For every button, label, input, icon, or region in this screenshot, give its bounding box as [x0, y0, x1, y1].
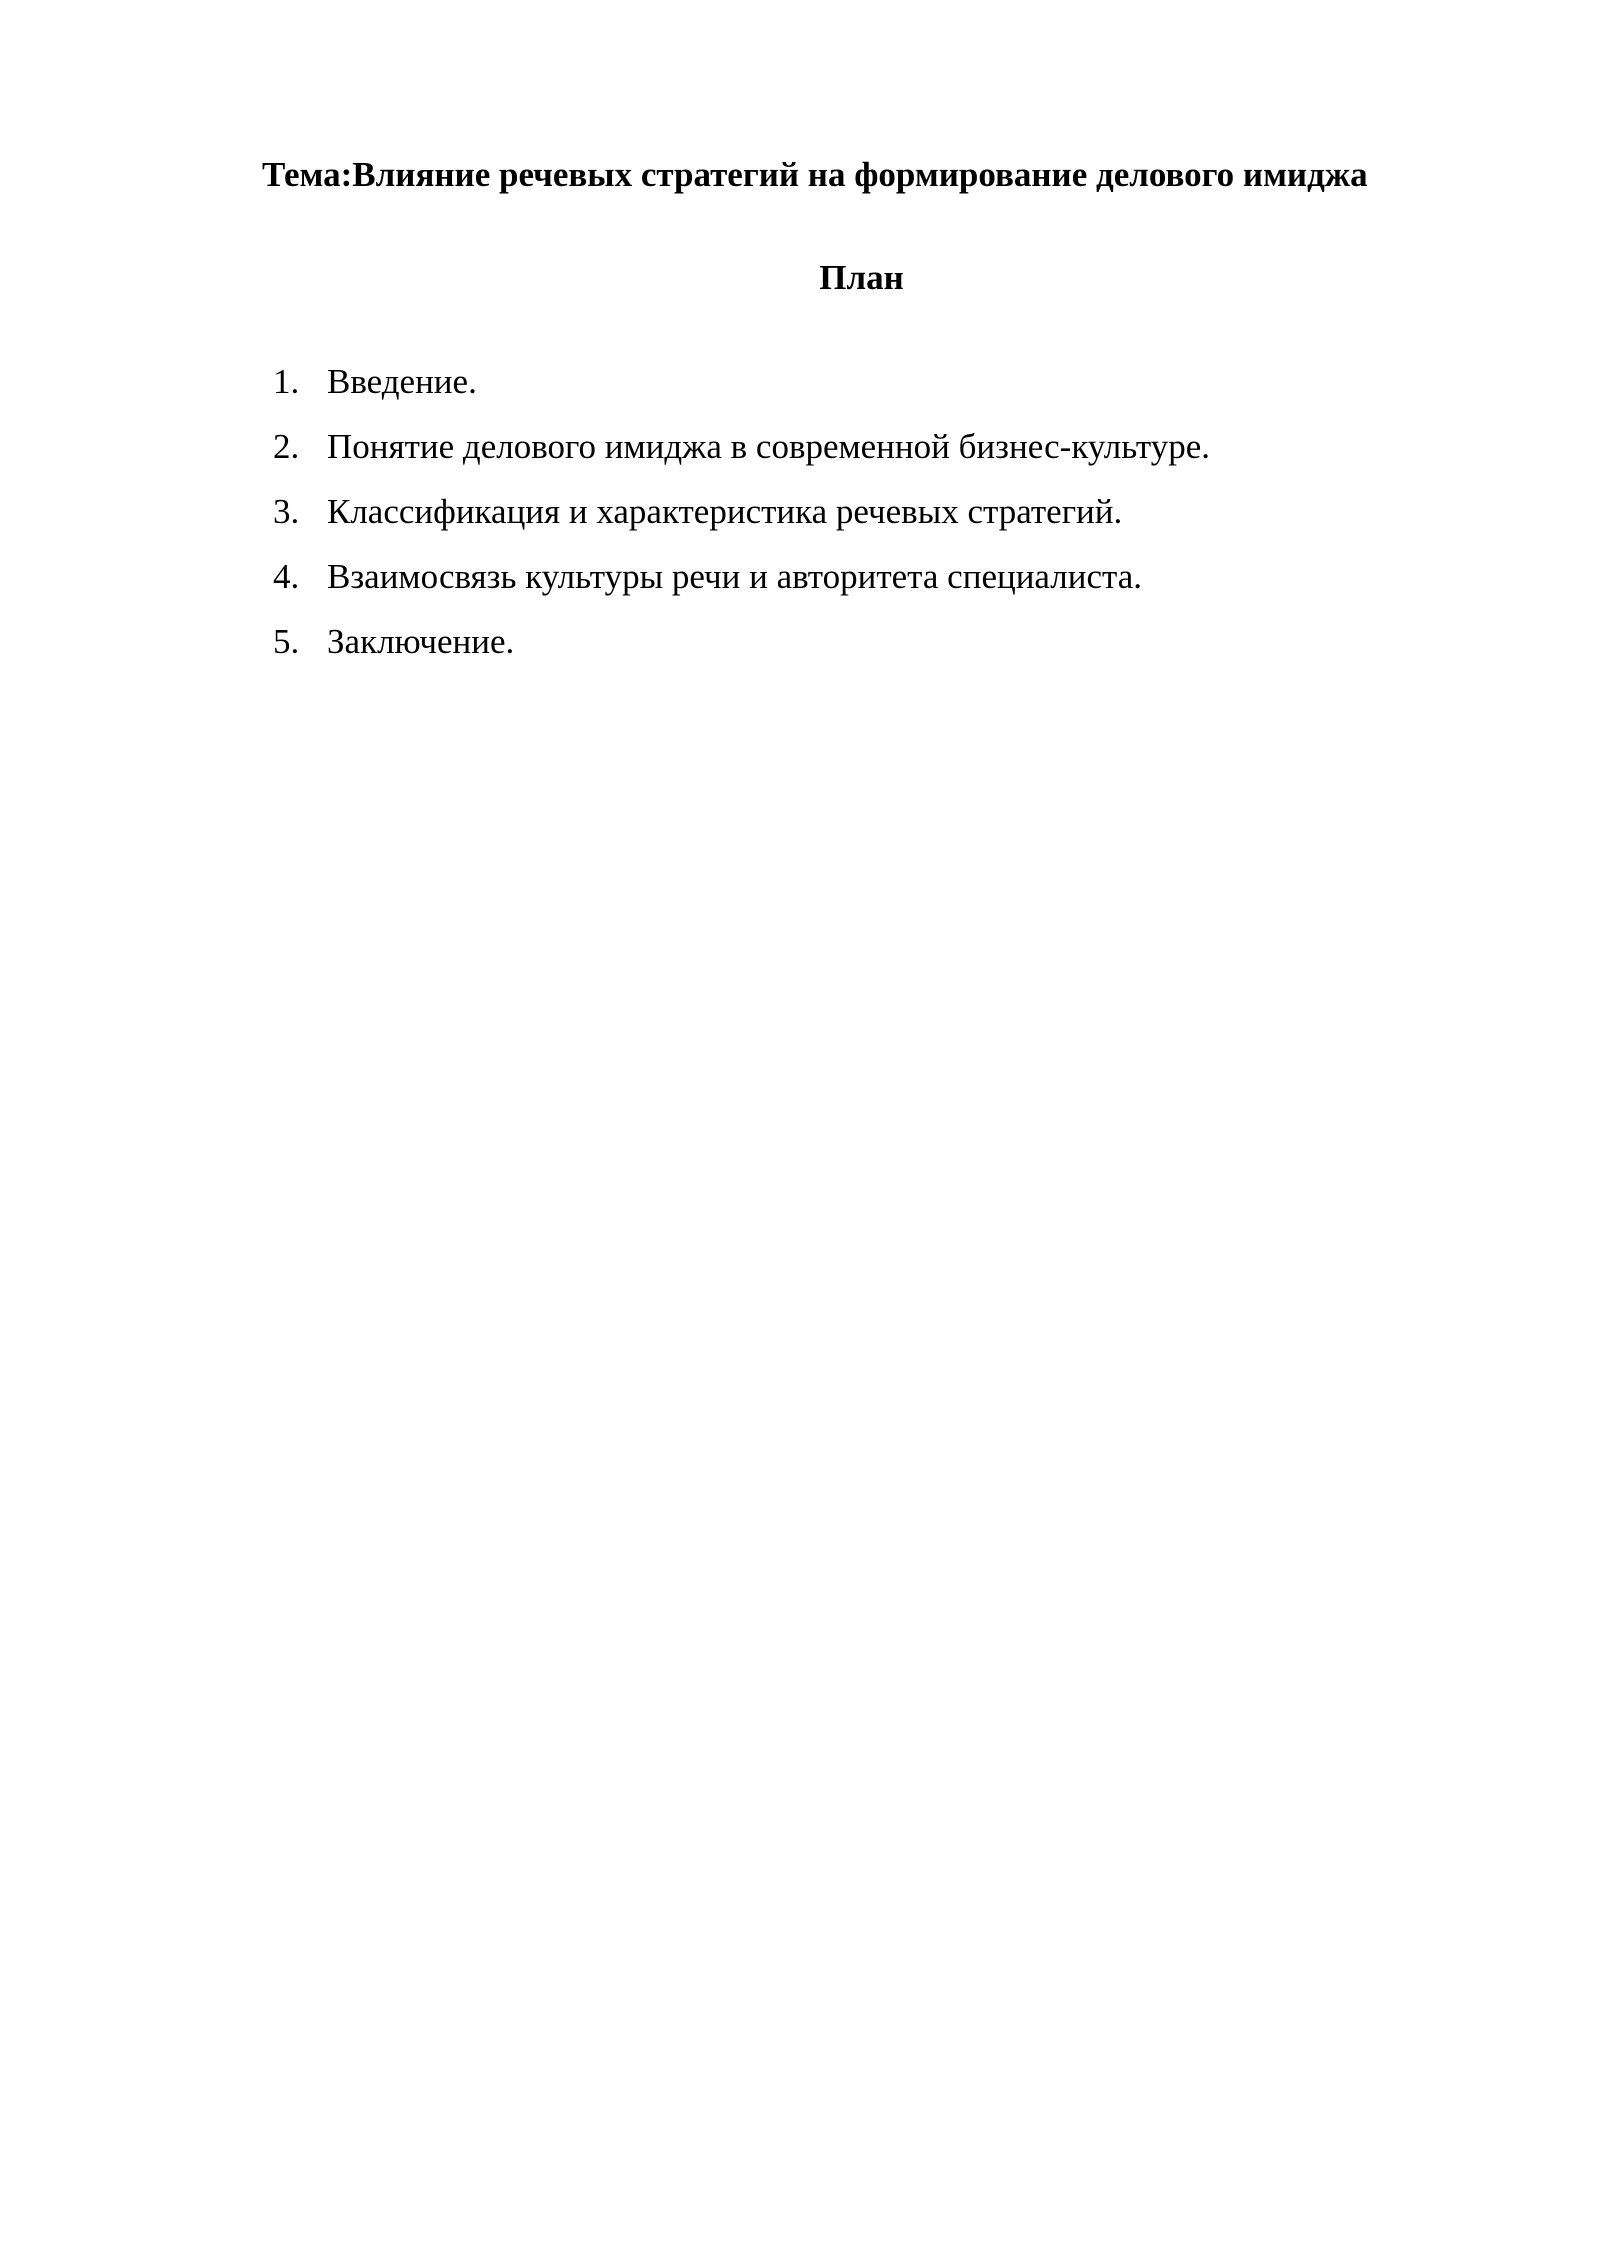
plan-item-text: Понятие делового имиджа в современной бизнес-культуре.: [327, 427, 1210, 466]
plan-heading: План: [819, 258, 904, 297]
plan-item-number: 4.: [273, 557, 300, 596]
plan-item: [273, 488, 1473, 553]
plan-item-number: 1.: [273, 362, 300, 401]
plan-item-text: Взаимосвязь культуры речи и авторитета специалиста.: [327, 557, 1143, 596]
plan-item-text: Введение.: [327, 362, 477, 401]
plan-item-number: 3.: [273, 492, 300, 531]
plan-list: [273, 358, 1473, 683]
plan-item-text: Классификация и характеристика речевых стратегий.: [327, 492, 1123, 531]
plan-item: [273, 423, 1473, 488]
plan-item: [273, 553, 1473, 618]
document-title: Тема:Влияние речевых стратегий на формирование делового имиджа: [262, 155, 1368, 194]
plan-item: [273, 358, 1473, 423]
plan-item-number: 2.: [273, 427, 300, 466]
plan-item-number: 5.: [273, 622, 300, 661]
plan-item: [273, 618, 1473, 683]
plan-item-text: Заключение.: [327, 622, 515, 661]
